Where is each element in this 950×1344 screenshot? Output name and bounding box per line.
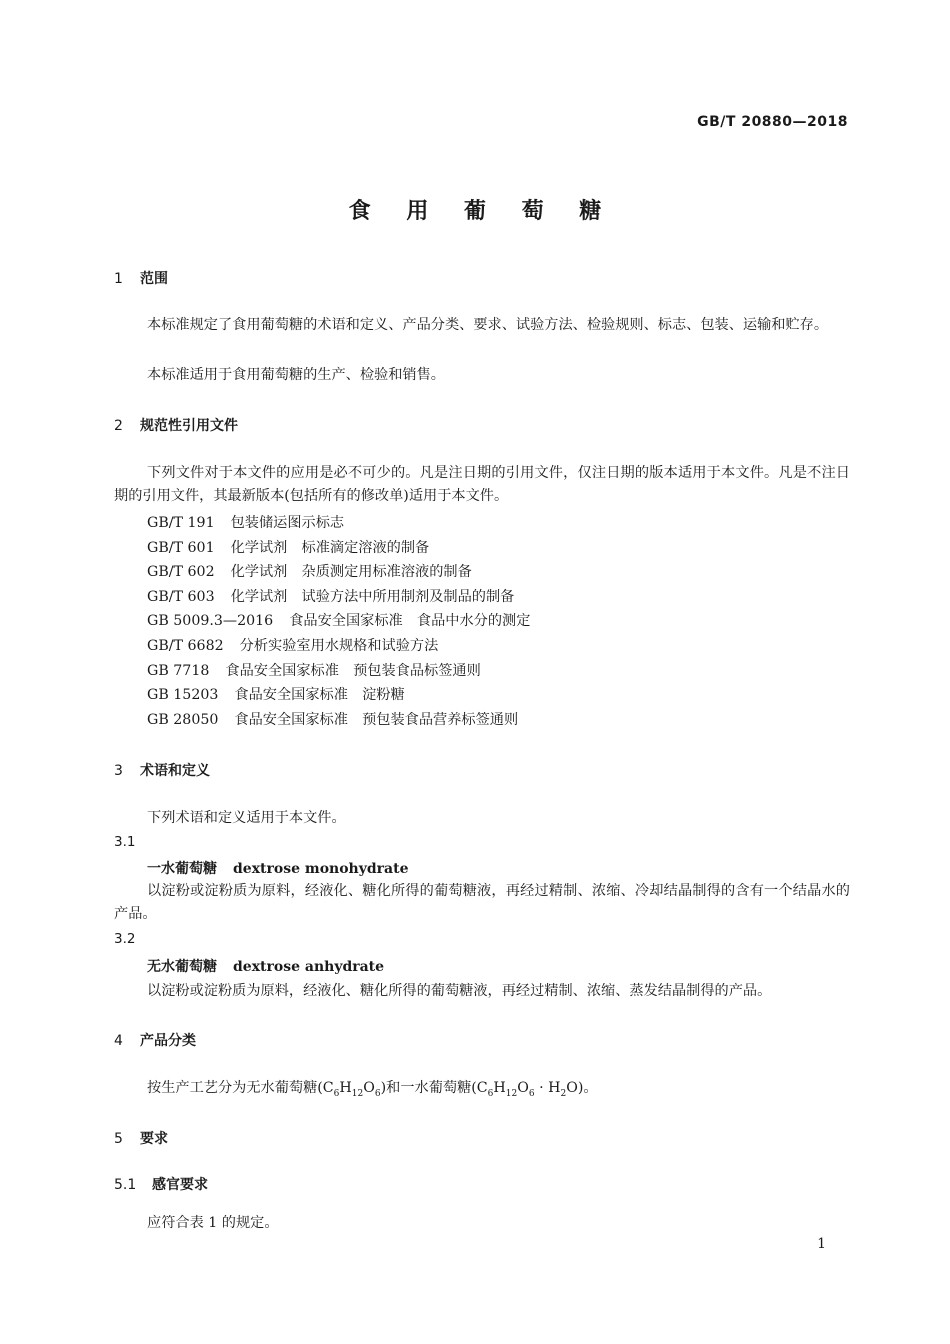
section-number: 4 [114,1033,123,1049]
references-intro-paragraph: 下列文件对于本文件的应用是必不可少的。凡是注日期的引用文件，仅注日期的版本适用于本文件。凡是不注日期的引用文件，其最新版本(包括所有的修改单)适用于本文件。 [114,465,850,504]
standard-code: GB/T 20880—2018 [697,114,848,130]
reference-code: GB 7718 [147,663,210,679]
term-english: dextrose monohydrate [233,861,409,877]
term-number: 3.1 [114,834,136,850]
reference-code: GB/T 603 [147,589,215,605]
reference-item [147,537,429,557]
reference-code: GB/T 602 [147,564,215,580]
reference-item [147,561,472,581]
reference-code: GB/T 6682 [147,638,224,654]
section-title: 术语和定义 [140,763,210,779]
reference-title: 食品安全国家标准 预包装食品营养标签通则 [234,712,519,728]
reference-title: 化学试剂 试验方法中所用制剂及制品的制备 [230,589,515,605]
reference-title: 化学试剂 杂质测定用标准溶液的制备 [230,564,472,580]
formula-monohydrate: $C_6H_{12}O_6 \cdot H_2O$ [476,1080,578,1099]
section-5-heading [114,1128,168,1148]
document-title: 食 用 葡 萄 糖 [348,199,616,224]
term-definition: 以淀粉或淀粉质为原料，经液化、糖化所得的葡萄糖液，再经过精制、浓缩、蒸发结晶制得的产品。 [147,983,772,999]
section-title: 规范性引用文件 [140,418,238,434]
text: 按生产工艺分为无水葡萄糖( [147,1080,323,1096]
section-4-heading [114,1030,196,1050]
term-entry [147,858,408,878]
page-number: 1 [817,1236,826,1252]
subsection-5-1-heading [114,1174,208,1194]
reference-item [147,586,514,606]
section-title: 产品分类 [140,1033,196,1049]
sensory-requirement-text: 应符合表 1 的规定。 [147,1215,279,1231]
section-number: 5 [114,1131,123,1147]
section-1-heading [114,268,168,288]
section-3-heading [114,760,210,780]
reference-item [147,660,481,680]
reference-title: 分析实验室用水规格和试验方法 [239,638,439,654]
term-chinese: 一水葡萄糖 [147,861,217,877]
reference-item [147,684,405,704]
reference-item [147,512,344,532]
scope-paragraph-2: 本标准适用于食用葡萄糖的生产、检验和销售。 [147,367,445,383]
scope-paragraph-1: 本标准规定了食用葡萄糖的术语和定义、产品分类、要求、试验方法、检验规则、标志、包装、运输和贮存。 [147,317,829,333]
reference-code: GB 5009.3—2016 [147,613,274,629]
section-title: 感官要求 [152,1177,208,1193]
reference-item [147,709,518,729]
term-english: dextrose anhydrate [233,959,385,975]
section-number: 5.1 [114,1177,137,1193]
reference-code: GB 28050 [147,712,219,728]
section-2-heading [114,415,238,435]
reference-title: 食品安全国家标准 食品中水分的测定 [289,613,531,629]
section-number: 1 [114,271,123,287]
section-title: 范围 [140,271,168,287]
reference-code: GB/T 191 [147,515,215,531]
term-number: 3.2 [114,931,136,947]
formula-anhydrous: $C_6H_{12}O_6$ [322,1080,381,1099]
reference-code: GB 15203 [147,687,219,703]
classification-paragraph [147,1077,598,1099]
reference-title: 包装储运图示标志 [230,515,345,531]
reference-item [147,610,530,630]
reference-title: 化学试剂 标准滴定溶液的制备 [230,540,430,556]
section-number: 2 [114,418,123,434]
terms-intro: 下列术语和定义适用于本文件。 [147,810,346,826]
term-chinese: 无水葡萄糖 [147,959,217,975]
reference-title: 食品安全国家标准 淀粉糖 [234,687,405,703]
term-entry [147,956,384,976]
text: )。 [577,1080,598,1096]
section-title: 要求 [140,1131,168,1147]
section-number: 3 [114,763,123,779]
reference-title: 食品安全国家标准 预包装食品标签通则 [225,663,481,679]
reference-item [147,635,438,655]
text: )和一水葡萄糖( [380,1080,477,1096]
reference-code: GB/T 601 [147,540,215,556]
term-definition: 以淀粉或淀粉质为原料，经液化、糖化所得的葡萄糖液，再经过精制、浓缩、冷却结晶制得的含有一个结晶水的产品。 [114,883,850,922]
